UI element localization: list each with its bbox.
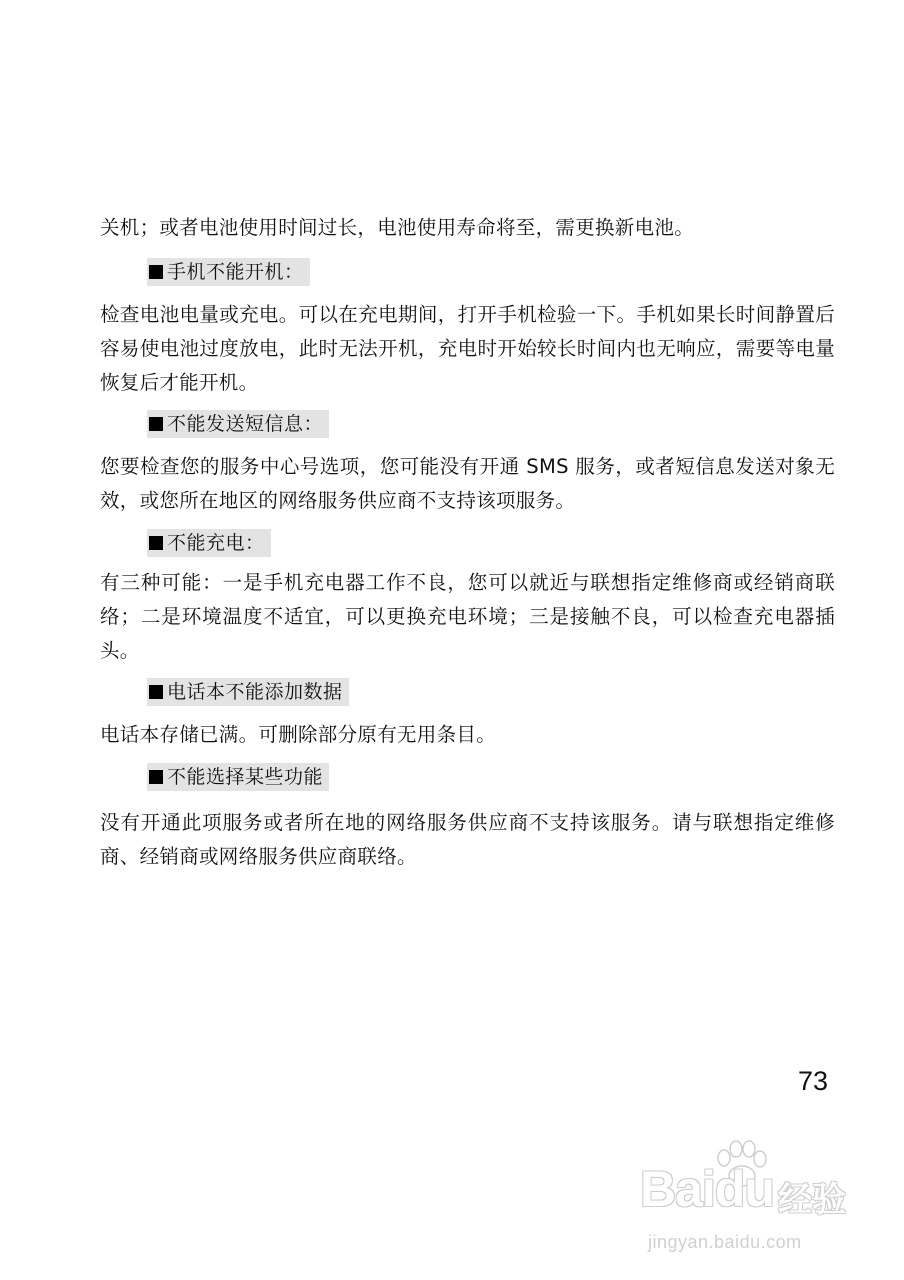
- heading-cannot-power-on: [147, 258, 310, 286]
- heading-text: 电话本不能添加数据: [167, 681, 343, 703]
- paragraph-power-on: 检查电池电量或充电。可以在充电期间，打开手机检验一下。手机如果长时间静置后容易使电池过度放电，此时无法开机，充电时开始较长时间内也无响应，需要等电量恢复后才能开机。: [100, 303, 835, 394]
- watermark-title: 经验: [778, 1180, 846, 1220]
- heading-phonebook: [147, 678, 349, 706]
- page-number: 73: [798, 1066, 829, 1096]
- heading-text: 手机不能开机：: [167, 261, 304, 283]
- heading-cannot-send-sms: [147, 410, 329, 438]
- paragraph-functions: 没有开通此项服务或者所在地的网络服务供应商不支持该服务。请与联想指定维修商、经销商或网络服务供应商联络。: [100, 811, 835, 868]
- baidu-watermark: [640, 1140, 870, 1270]
- paragraph-charge: 有三种可能：一是手机充电器工作不良，您可以就近与联想指定维修商或经销商联络；二是环境温度不适宜，可以更换充电环境；三是接触不良，可以检查充电器插头。: [100, 571, 835, 662]
- square-bullet-icon: [149, 770, 163, 784]
- watermark-logo: Baidu: [640, 1161, 774, 1217]
- square-bullet-icon: [149, 685, 163, 699]
- square-bullet-icon: [149, 536, 163, 550]
- heading-text: 不能充电：: [167, 532, 265, 554]
- heading-functions: [147, 763, 329, 791]
- watermark-url: jingyan.baidu.com: [648, 1232, 802, 1252]
- heading-text: 不能发送短信息：: [167, 413, 324, 435]
- paragraph-sms: 您要检查您的服务中心号选项，您可能没有开通 SMS 服务，或者短信息发送对象无效，或您所在地区的网络服务供应商不支持该项服务。: [100, 455, 835, 512]
- square-bullet-icon: [149, 417, 163, 431]
- heading-text: 不能选择某些功能: [167, 766, 324, 788]
- paragraph-battery-life: 关机；或者电池使用时间过长，电池使用寿命将至，需更换新电池。: [100, 216, 695, 239]
- paragraph-phonebook: 电话本存储已满。可删除部分原有无用条目。: [100, 723, 497, 746]
- heading-cannot-charge: [147, 529, 271, 557]
- square-bullet-icon: [149, 265, 163, 279]
